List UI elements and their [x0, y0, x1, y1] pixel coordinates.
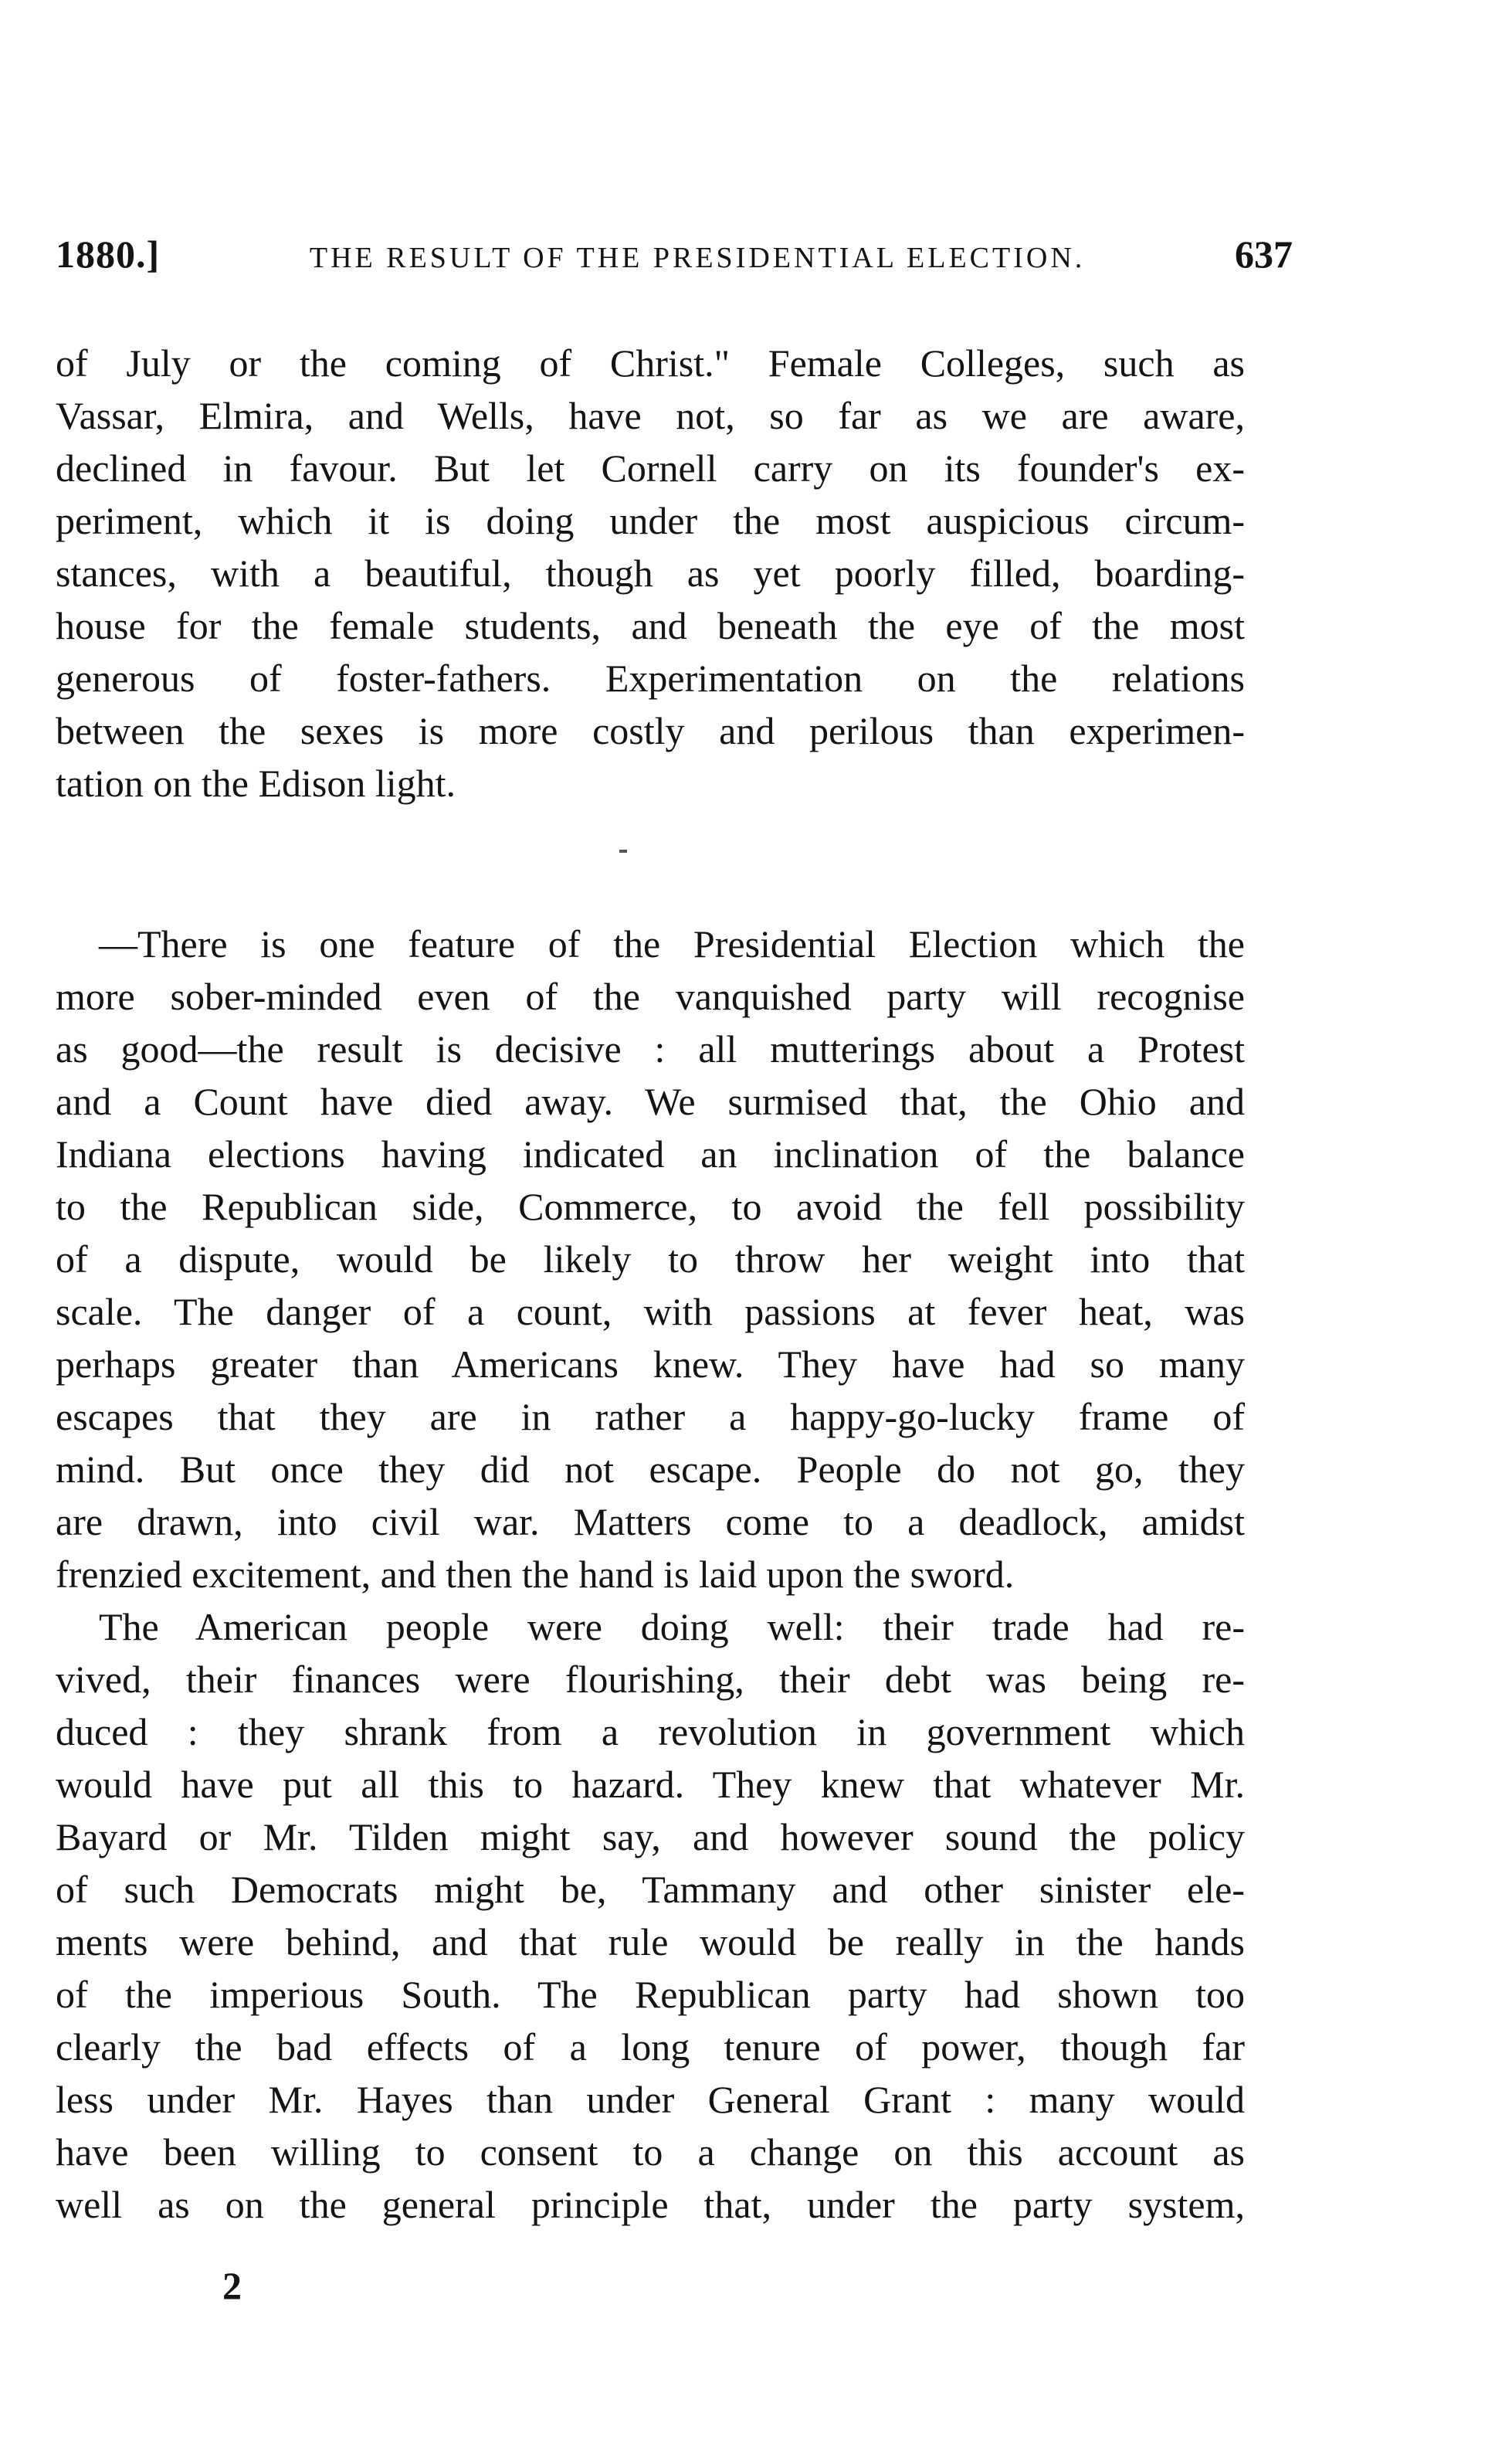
text-line: Indiana elections having indicated an inclination of the balance: [56, 1132, 1245, 1176]
text-line: scale. The danger of a count, with passions at fever heat, was: [56, 1290, 1245, 1333]
text-line: generous of foster-fathers. Experimentation on the relations: [56, 657, 1245, 700]
signature-mark: 2: [222, 2264, 242, 2307]
text-line: stances, with a beautiful, though as yet poorly filled, boarding-: [56, 552, 1245, 595]
text-line: tation on the Edison light.: [56, 762, 456, 805]
text-line: of July or the coming of Christ." Female Colleges, such as: [56, 341, 1245, 385]
text-line: Vassar, Elmira, and Wells, have not, so far as we are aware,: [56, 394, 1245, 437]
text-line: Bayard or Mr. Tilden might say, and however sound the policy: [56, 1815, 1245, 1858]
text-line: of the imperious South. The Republican party had shown too: [56, 1973, 1245, 2016]
text-line: as good—the result is decisive : all mutterings about a Protest: [56, 1027, 1245, 1071]
text-line: mind. But once they did not escape. People do not go, they: [56, 1448, 1245, 1491]
text-line: —There is one feature of the Presidential Election which the: [99, 922, 1245, 966]
text-line: have been willing to consent to a change on this account as: [56, 2130, 1245, 2174]
text-line: would have put all this to hazard. They knew that whatever Mr.: [56, 1763, 1245, 1806]
text-line: frenzied excitement, and then the hand is laid upon the sword.: [56, 1553, 1015, 1596]
text-line: clearly the bad effects of a long tenure of power, though far: [56, 2025, 1245, 2069]
text-line: between the sexes is more costly and perilous than experimen-: [56, 709, 1245, 752]
text-line: ments were behind, and that rule would be really in the hands: [56, 1920, 1245, 1963]
page-number: 637: [1235, 232, 1293, 276]
text-line: well as on the general principle that, under the party system,: [56, 2183, 1245, 2226]
text-line: perhaps greater than Americans knew. They have had so many: [56, 1342, 1245, 1386]
text-line: house for the female students, and beneath the eye of the most: [56, 604, 1245, 647]
text-line: and a Count have died away. We surmised that, the Ohio and: [56, 1080, 1245, 1123]
text-line: less under Mr. Hayes than under General Grant : many would: [56, 2078, 1245, 2121]
section-divider: [619, 850, 627, 853]
text-line: of such Democrats might be, Tammany and other sinister ele-: [56, 1868, 1245, 1911]
text-line: escapes that they are in rather a happy-go-lucky frame of: [56, 1395, 1245, 1438]
text-line: duced : they shrank from a revolution in government which: [56, 1710, 1245, 1753]
header-title: THE RESULT OF THE PRESIDENTIAL ELECTION.: [309, 242, 1086, 274]
text-line: The American people were doing well: their trade had re-: [99, 1605, 1245, 1648]
text-line: periment, which it is doing under the most auspicious circum-: [56, 499, 1245, 542]
text-line: are drawn, into civil war. Matters come to a deadlock, amidst: [56, 1500, 1245, 1543]
text-line: more sober-minded even of the vanquished party will recognise: [56, 975, 1245, 1018]
text-line: of a dispute, would be likely to throw her weight into that: [56, 1237, 1245, 1281]
text-line: vived, their finances were flourishing, their debt was being re-: [56, 1658, 1245, 1701]
header-year: 1880.]: [56, 232, 161, 276]
text-line: to the Republican side, Commerce, to avoid the fell possibility: [56, 1185, 1245, 1228]
running-header: [56, 232, 1293, 294]
text-line: declined in favour. But let Cornell carry on its founder's ex-: [56, 446, 1245, 490]
